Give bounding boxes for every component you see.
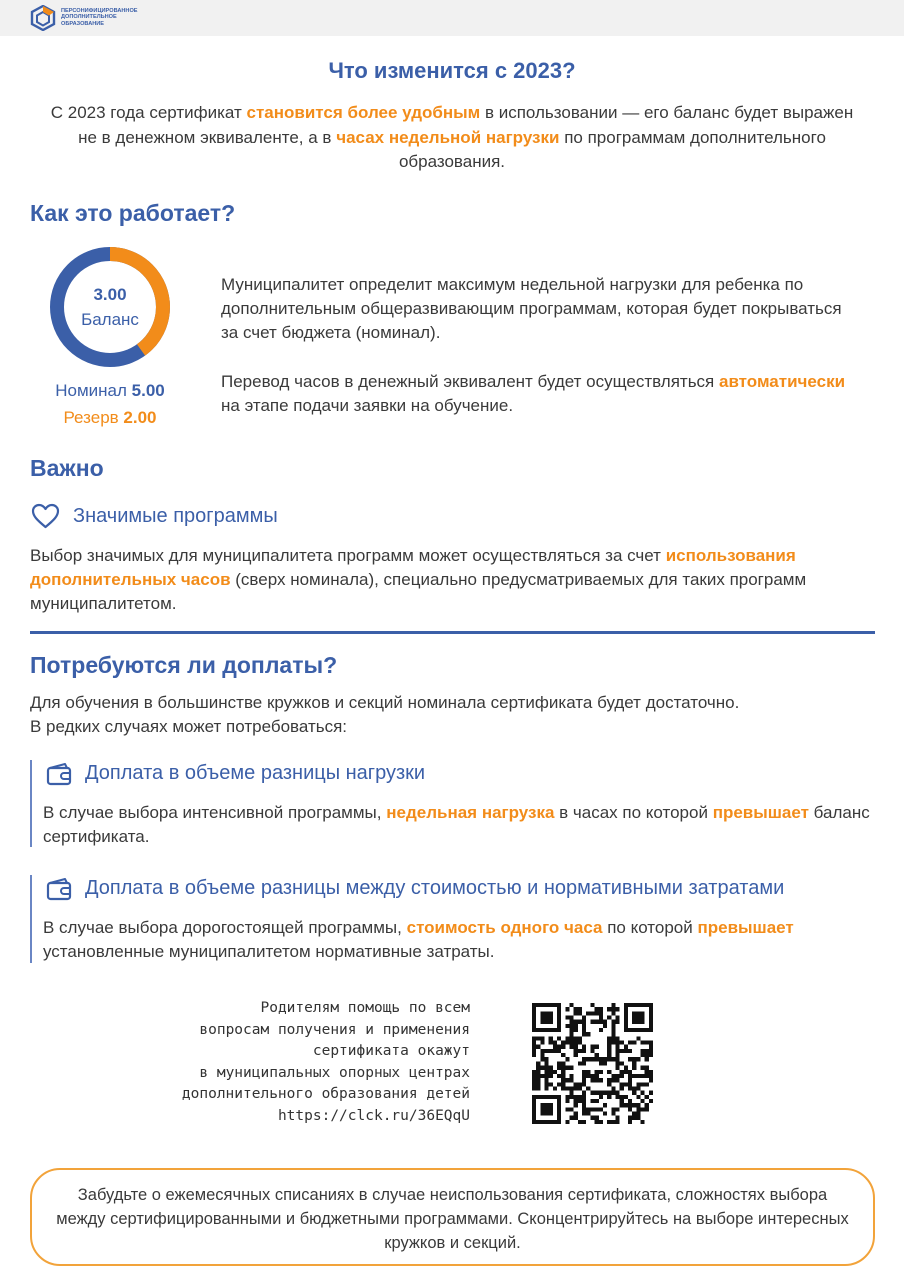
- important-subheading: Значимые программы: [73, 505, 278, 527]
- intro-paragraph: С 2023 года сертификат становится более удобным в использовании — его баланс будет выражен не в денежном эквиваленте, а в часах недельной нагрузки по программам дополнительного образования.: [50, 103, 854, 171]
- how-paragraph-1: Муниципалитет определит максимум недельной нагрузки для ребенка по дополнительным общеразвивающим программам, которая будет покрываться за счет бюджета (номинал).: [221, 275, 842, 342]
- item-2-text: В случае выбора дорогостоящей программы, стоимость одного часа по которой превышает установленные муниципалитетом нормативные затраты.: [43, 918, 794, 961]
- top-bar: [0, 0, 904, 36]
- logo-text: ПЕРСОНИФИЦИРОВАННОЕ ДОПОЛНИТЕЛЬНОЕ ОБРАЗОВАНИЕ: [61, 8, 138, 27]
- important-heading: Важно: [30, 455, 104, 481]
- balance-label: Баланс: [81, 310, 139, 329]
- heart-icon: [31, 503, 60, 529]
- nominal-line: Номинал 5.00: [55, 381, 165, 400]
- item-1-accent-bar: [30, 760, 32, 847]
- wallet-icon: [46, 877, 73, 901]
- qr-code-icon[interactable]: [532, 1003, 653, 1124]
- important-paragraph: Выбор значимых для муниципалитета программ может осуществляться за счет использования дополнительных часов (сверх номинала), специально предусматриваемых для таких программ муниципалитетом.: [30, 546, 807, 613]
- page-title: Что изменится с 2023?: [328, 58, 576, 83]
- payments-heading: Потребуются ли доплаты?: [30, 652, 338, 678]
- item-2-accent-bar: [30, 875, 32, 963]
- item-1-title: Доплата в объеме разницы нагрузки: [85, 762, 426, 784]
- wallet-icon: [46, 762, 73, 786]
- how-heading: Как это работает?: [30, 200, 236, 226]
- balance-value: 3.00: [93, 285, 127, 304]
- item-2-title: Доплата в объеме разницы между стоимостью и нормативными затратами: [85, 877, 785, 899]
- help-text: Родителям помощь по всем вопросам получения и применения сертификата окажут в муниципальных опорных центрах дополнительного образования детей https://clck.ru/36EQqU: [181, 1000, 470, 1124]
- section-divider: [30, 631, 875, 634]
- balance-donut: [47, 244, 173, 370]
- item-1-text: В случае выбора интенсивной программы, недельная нагрузка в часах по которой превышает баланс сертификата.: [43, 803, 870, 846]
- payments-intro: Для обучения в большинстве кружков и секций номинала сертификата будет достаточно. В редких случаях может потребоваться:: [30, 693, 740, 736]
- reserve-line: Резерв 2.00: [63, 408, 157, 427]
- logo-icon: [30, 5, 56, 31]
- note-text: Забудьте о ежемесячных списаниях в случае неиспользования сертификата, сложностях выбора между сертифицированными и бюджетными программами. Сконцентрируйтесь на выборе интересных кружков и секций.: [56, 1186, 849, 1252]
- how-paragraph-2: Перевод часов в денежный эквивалент будет осуществляться автоматически на этапе подачи заявки на обучение.: [221, 372, 846, 415]
